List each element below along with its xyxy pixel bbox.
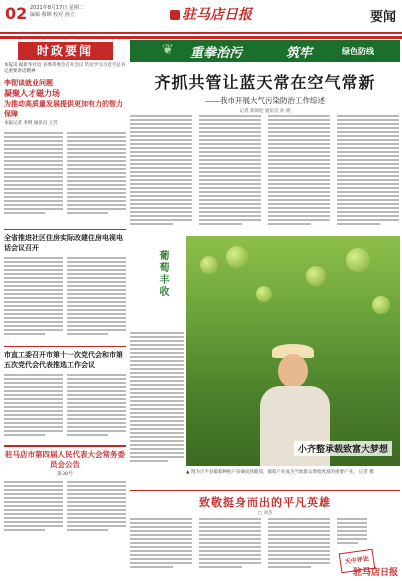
banner-part-1: 重拳治污 [190,46,243,61]
notice-headline: 驻马店市第四届人民代表大会常务委员会公告 [4,445,126,470]
story-2 [4,233,126,343]
notice-number: 第30号 [56,471,74,477]
intro-text: 本报讯 据新华社电 省委常委会召开会议 传达学习习近平总书记重要讲话精神 [4,63,126,74]
lead-subheadline: ——我市开展大气污染防治工作综述 [205,96,325,105]
story-3 [4,350,126,442]
story-1-headline-2: 凝聚人才磁力场 [4,88,60,98]
feature-vertical-title: 葡萄丰收 [157,250,168,298]
banner-part-2: 筑牢 [286,46,313,61]
grape-cluster-icon [256,286,272,302]
story-1 [4,78,126,226]
grape-cluster-icon [226,246,248,268]
photo-note: ▲ 图为正平县葡萄种植户采摘成熟葡萄，葡萄产业成为当地群众增收致富的重要产业。 记者 摄 [186,470,374,475]
grape-cluster-icon [372,296,390,314]
page-number: 02 [5,4,28,23]
masthead-seal-icon [170,10,180,20]
bottom-byline: □ 刘杰 [257,511,273,516]
footer-logo: 驻马店日报 [352,568,398,578]
story-1-byline: 本报记者 李明 通讯员 王芳 [4,121,58,126]
story-1-body [4,130,126,226]
story-2-body [4,255,126,343]
feature-side-text [130,330,184,470]
header-rule [0,36,402,39]
commentary-stamp: 天中评论 [339,549,375,574]
topic-banner [130,40,400,62]
lead-story-body [130,113,400,233]
photo-caption: 小齐整承载致富大梦想 [294,441,392,456]
lead-headline: 齐抓共管让蓝天常在空气常新 [154,73,376,92]
notice-body [4,479,126,537]
issue-date: 2021年8月17日 星期二 编辑 蔡锦 校对 孙立 [30,5,84,18]
banner-part-3: 绿色防线 [342,47,374,56]
page-header [0,0,402,34]
story-3-body [4,372,126,442]
masthead: 驻马店日报 [170,4,252,24]
grape-cluster-icon [200,256,218,274]
divider [4,229,126,230]
story-1-headline-3: 为推动高质量发展提供更加有力的智力保障 [4,99,123,118]
section-label: 要闻 [369,10,396,25]
notice-box [4,445,126,537]
grape-cluster-icon [306,266,326,286]
kicker-box: 时政要闻 [18,42,113,60]
bottom-headline: 致敬挺身而出的平凡英雄 [199,496,331,509]
story-3-headline: 市直工委召开市第十一次党代会和市第五次党代会代表推选工作会议 [4,350,123,369]
story-2-headline: 全省推进社区住房实际改建住房电视电话会议召开 [4,233,123,252]
lead-story-header [130,70,400,114]
bottom-story-header [130,490,400,516]
grape-cluster-icon [346,248,370,272]
left-column [4,40,126,574]
divider [4,346,126,347]
feature-photo [186,236,400,466]
leaf-icon: ❦ [162,42,174,58]
lead-byline: 记者 蔡锦迎 通讯员 孙 晓 [239,109,291,114]
farmer-face [278,354,308,388]
story-1-headline: 李彻谈就业问题 [4,78,53,87]
